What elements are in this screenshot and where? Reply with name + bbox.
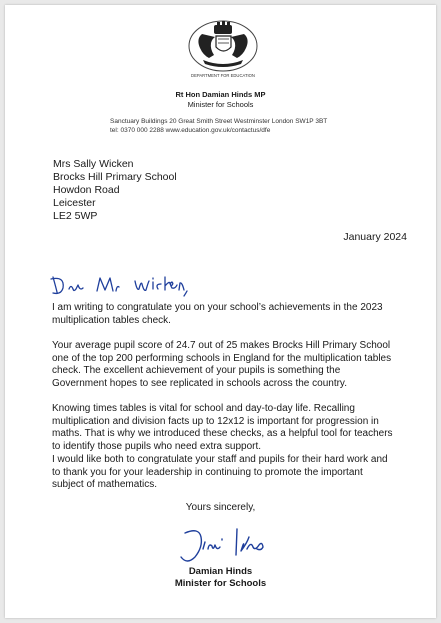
sender-role: Minister for Schools xyxy=(187,100,254,109)
signatory-name: Damian Hinds xyxy=(188,566,253,577)
royal-coat-of-arms-logo xyxy=(185,20,261,82)
recipient-name: Mrs Sally Wicken xyxy=(53,158,134,170)
crest-label: DEPARTMENT FOR EDUCATION xyxy=(191,73,255,78)
recipient-city: Leicester xyxy=(53,197,96,209)
recipient-street: Howdon Road xyxy=(53,184,120,196)
body-paragraph: Knowing times tables is vital for school and day-to-day life. Recalling multiplication and division facts up to 12x12 is important for progression in maths. That is why we introduced these checks, as a helpful tool for teachers to identify those pupils who need extra support. xyxy=(52,403,393,452)
body-paragraph: I would like both to congratulate your staff and pupils for their hard work and to thank you for your leadership in continuing to promote the important subject of mathematics. xyxy=(52,454,388,491)
handwritten-salutation xyxy=(45,273,205,297)
sender-name: Rt Hon Damian Hinds MP xyxy=(175,90,266,99)
body-paragraph: Your average pupil score of 24.7 out of 25 makes Brocks Hill Primary School one of the top 200 performing schools in England for the multiplication tables check. The excellent achievement of your pupils is something the Government hopes to see replicated in schools across the country. xyxy=(52,340,392,389)
handwritten-signature xyxy=(177,525,273,563)
recipient-postcode: LE2 5WP xyxy=(53,210,98,222)
body-paragraph: I am writing to congratulate you on your school’s achievements in the 2023 multiplication tables check. xyxy=(52,302,383,326)
closing: Yours sincerely, xyxy=(185,502,256,513)
recipient-school: Brocks Hill Primary School xyxy=(53,171,177,183)
sender-contact: tel: 0370 000 2288 www.education.gov.uk/contactus/dfe xyxy=(110,127,271,134)
signatory-role: Minister for Schools xyxy=(174,578,267,589)
letter-date: January 2024 xyxy=(343,231,407,243)
sender-address: Sanctuary Buildings 20 Great Smith Street Westminster London SW1P 3BT xyxy=(110,118,328,125)
letter-page xyxy=(5,5,436,618)
